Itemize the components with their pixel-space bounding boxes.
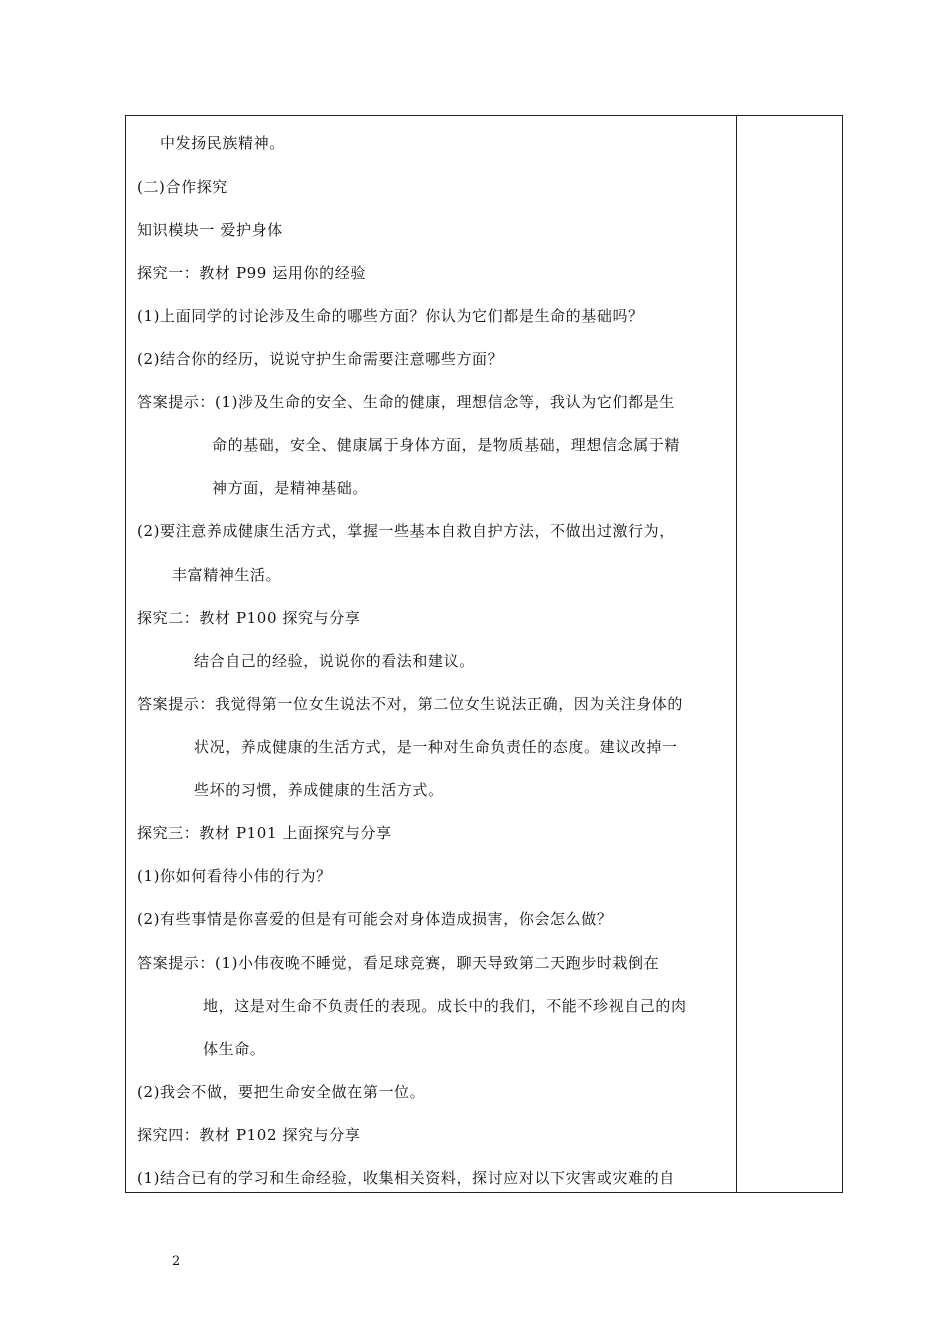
answer-line: 神方面，是精神基础。 <box>212 479 369 497</box>
answer-line: 答案提示：我觉得第一位女生说法不对，第二位女生说法正确，因为关注身体的 <box>137 695 684 713</box>
question-line: (1)结合已有的学习和生命经验，收集相关资料，探讨应对以下灾害或灾难的自 <box>137 1169 675 1187</box>
question-line: (2)结合你的经历，说说守护生命需要注意哪些方面？ <box>137 350 504 368</box>
answer-line: 体生命。 <box>203 1040 266 1058</box>
question-line: 结合自己的经验，说说你的看法和建议。 <box>194 652 475 670</box>
inquiry-heading: 探究三：教材 P101 上面探究与分享 <box>137 824 392 842</box>
question-line: (2)有些事情是你喜爱的但是有可能会对身体造成损害，你会怎么做？ <box>137 910 613 928</box>
question-line: (1)你如何看待小伟的行为？ <box>137 867 332 885</box>
answer-line: 些坏的习惯，养成健康的生活方式。 <box>194 781 444 799</box>
inquiry-heading: 探究四：教材 P102 探究与分享 <box>137 1126 361 1144</box>
answer-line: 答案提示：(1)涉及生命的安全、生命的健康，理想信念等，我认为它们都是生 <box>137 393 675 411</box>
module-heading: 知识模块一 爱护身体 <box>137 221 283 239</box>
table-column-divider <box>736 115 737 1193</box>
inquiry-heading: 探究二：教材 P100 探究与分享 <box>137 609 361 627</box>
answer-line: 命的基础，安全、健康属于身体方面，是物质基础，理想信念属于精 <box>212 436 681 454</box>
text-line: 中发扬民族精神。 <box>160 134 285 152</box>
page-number: 2 <box>172 1254 181 1269</box>
answer-line: 状况，养成健康的生活方式，是一种对生命负责任的态度。建议改掉一 <box>194 738 678 756</box>
section-heading: (二)合作探究 <box>137 178 228 196</box>
answer-line: 答案提示：(1)小伟夜晚不睡觉，看足球竞赛，聊天导致第二天跑步时栽倒在 <box>137 954 660 972</box>
inquiry-heading: 探究一：教材 P99 运用你的经验 <box>137 264 366 282</box>
answer-line: 丰富精神生活。 <box>172 566 282 584</box>
answer-line: (2)要注意养成健康生活方式，掌握一些基本自救自护方法，不做出过激行为， <box>137 522 675 540</box>
answer-line: (2)我会不做，要把生命安全做在第一位。 <box>137 1083 426 1101</box>
question-line: (1)上面同学的讨论涉及生命的哪些方面？你认为它们都是生命的基础吗？ <box>137 307 644 325</box>
answer-line: 地，这是对生命不负责任的表现。成长中的我们，不能不珍视自己的肉 <box>203 997 687 1015</box>
